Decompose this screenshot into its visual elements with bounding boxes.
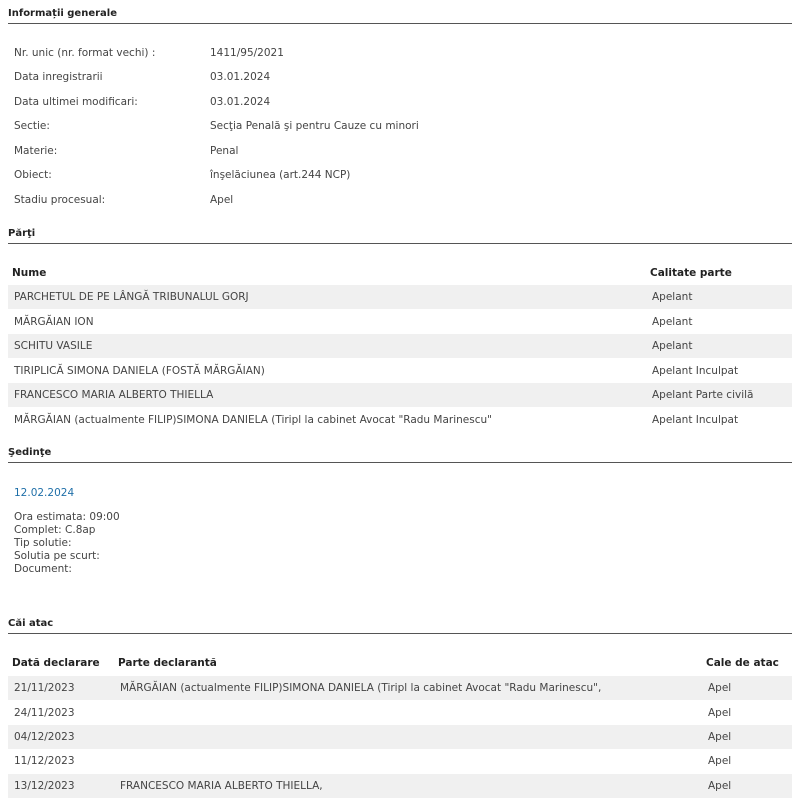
field-value-nr-unic: 1411/95/2021 [210,47,284,59]
appeal-type: Apel [708,755,732,767]
party-name: SCHITU VASILE [14,340,93,352]
appeal-type: Apel [708,780,732,792]
field-value-materie: Penal [210,145,239,157]
column-header-nume: Nume [12,267,47,279]
field-value-obiect: înşelăciunea (art.244 NCP) [210,169,351,181]
appeal-type: Apel [708,707,732,719]
declaring-party: FRANCESCO MARIA ALBERTO THIELLA, [120,780,323,792]
field-label-materie: Materie: [14,145,58,157]
table-row [8,334,792,358]
field-label-data-modificari: Data ultimei modificari: [14,96,138,108]
party-role: Apelant [652,316,693,328]
sedinta-date-link[interactable]: 12.02.2024 [14,487,75,499]
section-title-informatii: Informații generale [8,8,792,24]
declaration-date: 24/11/2023 [14,707,75,719]
appeal-type: Apel [708,731,732,743]
field-value-data-inregistrarii: 03.01.2024 [210,71,271,83]
field-label-obiect: Obiect: [14,169,52,181]
party-name: MĂRGĂIAN (actualmente FILIP)SIMONA DANIELA (Tiripl la cabinet Avocat "Radu Marinescu" [14,414,492,426]
sedinta-tip-solutie: Tip solutie: [14,537,72,549]
party-name: MĂRGĂIAN ION [14,316,94,328]
column-header-data-declarare: Dată declarare [12,657,100,669]
declaration-date: 21/11/2023 [14,682,75,694]
table-row [8,701,792,725]
sedinta-solutia: Solutia pe scurt: [14,550,100,562]
table-row [8,676,792,700]
sedinta-complet: Complet: C.8ap [14,524,96,536]
field-value-sectie: Secţia Penală şi pentru Cauze cu minori [210,120,419,132]
table-row [8,285,792,309]
table-row [8,725,792,749]
column-header-cale-atac: Cale de atac [706,657,779,669]
field-label-data-inregistrarii: Data inregistrarii [14,71,103,83]
party-name: TIRIPLICĂ SIMONA DANIELA (FOSTĂ MĂRGĂIAN) [14,365,265,377]
table-row [8,383,792,407]
cai-atac-table [8,652,792,802]
declaration-date: 13/12/2023 [14,780,75,792]
party-name: FRANCESCO MARIA ALBERTO THIELLA [14,389,214,401]
party-role: Apelant Inculpat [652,365,739,377]
field-value-stadiu: Apel [210,194,234,206]
section-title-sedinte: Şedinţe [8,447,792,463]
field-value-data-modificari: 03.01.2024 [210,96,271,108]
party-role: Apelant [652,291,693,303]
party-role: Apelant [652,340,693,352]
column-header-calitate: Calitate parte [650,267,732,279]
section-title-cai-atac: Căi atac [8,618,792,634]
declaring-party: MĂRGĂIAN (actualmente FILIP)SIMONA DANIELA (Tiripl la cabinet Avocat "Radu Marinescu", [120,682,602,694]
appeal-type: Apel [708,682,732,694]
table-row [8,408,792,432]
table-row [8,359,792,383]
declaration-date: 04/12/2023 [14,731,75,743]
party-name: PARCHETUL DE PE LÂNGĂ TRIBUNALUL GORJ [14,291,249,303]
sedinta-ora: Ora estimata: 09:00 [14,511,120,523]
field-label-nr-unic: Nr. unic (nr. format vechi) : [14,47,156,59]
field-label-stadiu: Stadiu procesual: [14,194,106,206]
table-row [8,774,792,798]
party-role: Apelant Parte civilă [652,389,754,401]
table-row [8,749,792,773]
party-role: Apelant Inculpat [652,414,739,426]
declaration-date: 11/12/2023 [14,755,75,767]
column-header-parte-declaranta: Parte declarantă [118,657,217,669]
table-row [8,310,792,334]
section-title-parti: Părţi [8,228,792,244]
parti-table [8,262,792,432]
field-label-sectie: Sectie: [14,120,50,132]
sedinta-document: Document: [14,563,72,575]
